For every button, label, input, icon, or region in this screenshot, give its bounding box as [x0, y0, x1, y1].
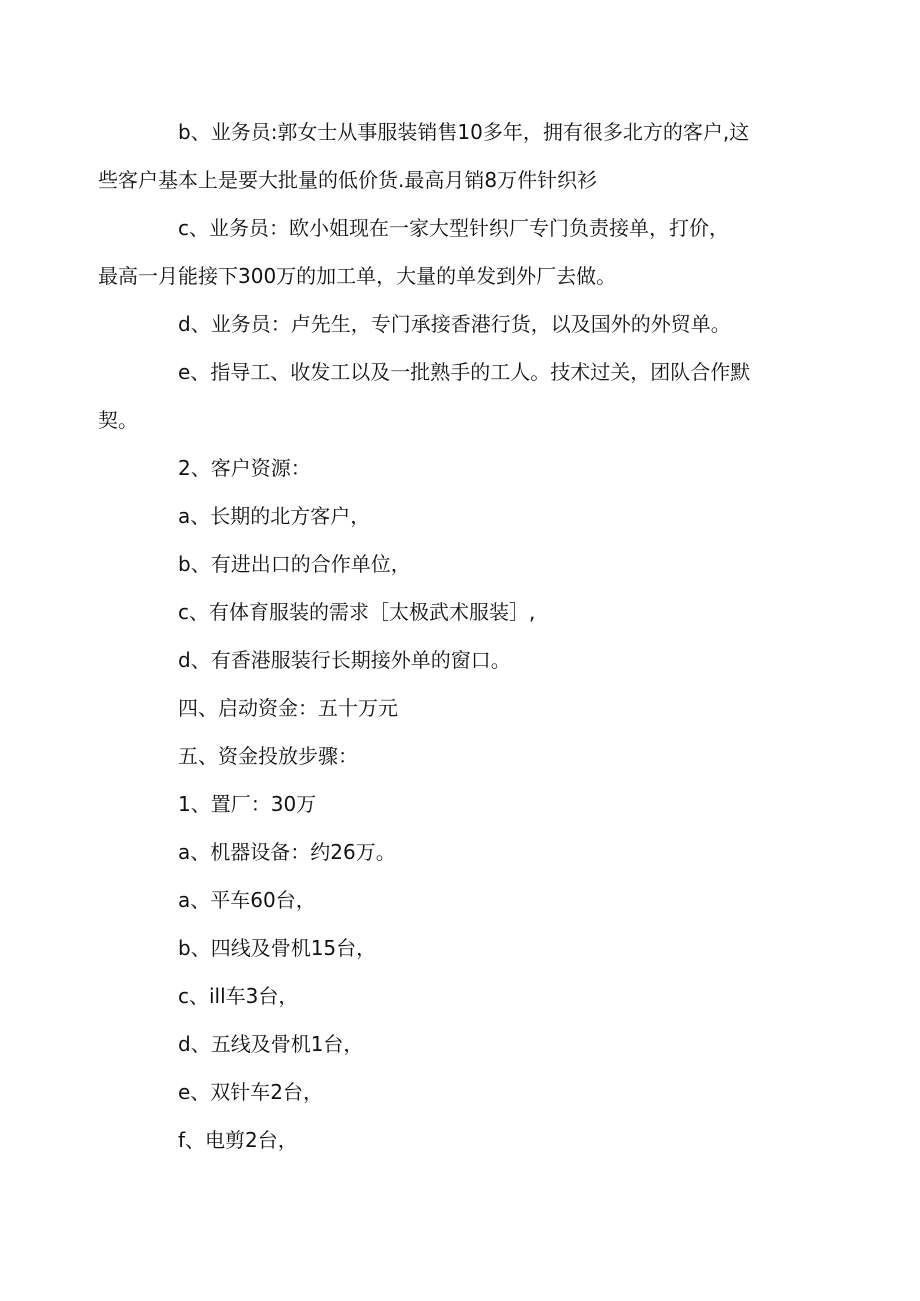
text-line: 四、启动资金：五十万元: [178, 696, 398, 720]
text-line: a、长期的北方客户，: [178, 504, 371, 528]
text-line: b、业务员:郭女士从事服装销售10多年，拥有很多北方的客户,这: [178, 120, 750, 144]
text-line: 2、客户资源：: [178, 456, 311, 480]
text-line: d、业务员：卢先生，专门承接香港行货，以及国外的外贸单。: [178, 312, 731, 336]
heading-investment-steps: [138, 732, 778, 780]
text-line: 些客户基本上是要大批量的低价货.最高月销8万件针织衫: [98, 168, 598, 192]
list-item: [138, 924, 778, 972]
paragraph-salesperson-ou: [98, 204, 778, 300]
list-item: [138, 492, 778, 540]
list-item: [138, 636, 778, 684]
text-line: 最高一月能接下300万的加工单，大量的单发到外厂去做。: [98, 264, 617, 288]
list-item: [138, 588, 778, 636]
text-line: e、指导工、收发工以及一批熟手的工人。技术过关，团队合作默: [178, 360, 751, 384]
text-line: 1、置厂：30万: [178, 792, 317, 816]
paragraph-salesperson-guo: [98, 108, 778, 204]
list-item: [138, 540, 778, 588]
paragraph-salesperson-lu: [138, 300, 778, 348]
text-line: e、双针车2台，: [178, 1080, 324, 1104]
heading-startup-capital: [138, 684, 778, 732]
list-item: [138, 828, 778, 876]
text-line: a、机器设备：约26万。: [178, 840, 396, 864]
text-line: b、有进出口的合作单位，: [178, 552, 411, 576]
text-line: a、平车60台，: [178, 888, 316, 912]
list-item: [138, 1116, 778, 1164]
text-line: c、有体育服装的需求［太极武术服装］,: [178, 600, 536, 624]
text-line: d、有香港服装行长期接外单的窗口。: [178, 648, 511, 672]
text-line: b、四线及骨机15台，: [178, 936, 377, 960]
text-line: c、ill车3台，: [178, 984, 299, 1008]
list-item: [138, 972, 778, 1020]
list-item: [138, 876, 778, 924]
text-line: f、电剪2台，: [178, 1128, 298, 1152]
text-line: 五、资金投放步骤：: [178, 744, 358, 768]
paragraph-workers: e、指导工、收发工以及一批熟手的工人。技术过关，团队合作默 契。: [98, 360, 751, 432]
list-item: [138, 1068, 778, 1116]
heading-customer-resources: [138, 444, 778, 492]
text-line: d、五线及骨机1台，: [178, 1032, 364, 1056]
list-item: [138, 1020, 778, 1068]
list-item: [138, 780, 778, 828]
text-line: c、业务员：欧小姐现在一家大型针织厂专门负责接单，打价，: [178, 216, 729, 240]
document-body: [98, 108, 778, 1164]
